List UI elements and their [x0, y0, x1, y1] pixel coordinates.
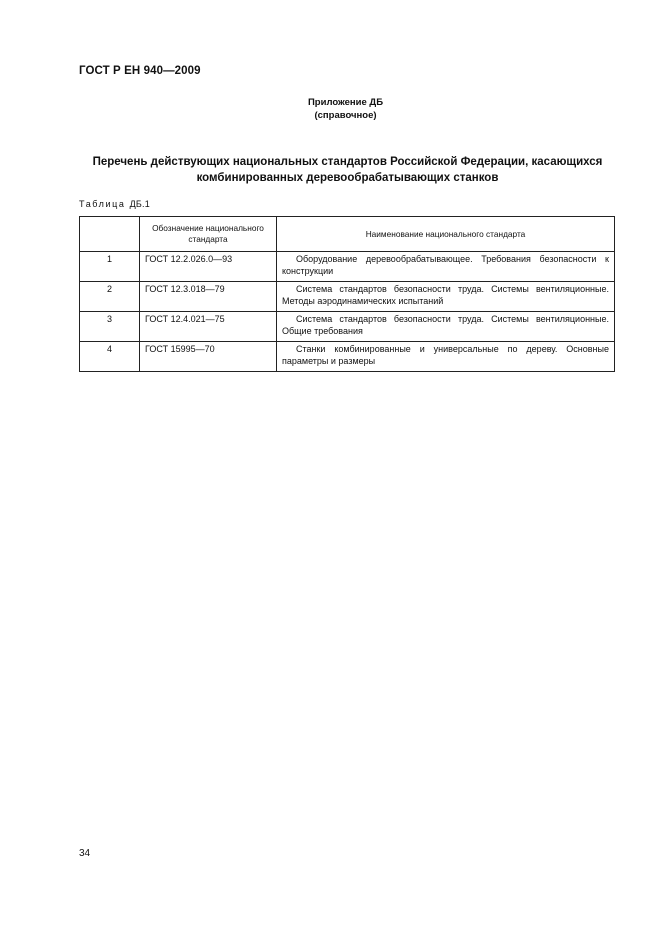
table-caption: [79, 199, 150, 209]
row-number: 2: [80, 282, 140, 312]
standards-table: [79, 216, 615, 372]
section-title: [79, 155, 616, 186]
standard-name: Система стандартов безопасности труда. Системы вентиляционные. Методы аэродинамических испытаний: [277, 282, 615, 312]
column-header-num: [80, 217, 140, 252]
standard-code: ГОСТ 12.3.018—79: [140, 282, 277, 312]
table-caption-number: ДБ.1: [129, 199, 150, 209]
section-title-line-2: комбинированных деревообрабатывающих станков: [196, 171, 499, 184]
table-header-row: [80, 217, 615, 252]
standard-code: ГОСТ 12.4.021—75: [140, 312, 277, 342]
appendix-title: Приложение ДБ: [307, 97, 384, 108]
row-number: 1: [80, 252, 140, 282]
document-code: ГОСТ Р ЕН 940—2009: [79, 65, 201, 77]
table-caption-prefix: Таблица: [79, 199, 126, 209]
appendix-subtitle: (справочное): [314, 110, 377, 121]
table-row: [80, 252, 615, 282]
section-title-line-1: Перечень действующих национальных стандартов Российской Федерации, касающихся: [92, 156, 603, 168]
column-header-name: Наименование национального стандарта: [277, 217, 615, 252]
appendix-heading: [0, 96, 661, 122]
page-number: 34: [79, 848, 91, 859]
standard-name: Станки комбинированные и универсальные по дереву. Основные параметры и размеры: [277, 342, 615, 372]
table-row: [80, 342, 615, 372]
table-row: [80, 282, 615, 312]
row-number: 3: [80, 312, 140, 342]
standard-name: Оборудование деревообрабатывающее. Требования безопасности к конструкции: [277, 252, 615, 282]
table-row: [80, 312, 615, 342]
row-number: 4: [80, 342, 140, 372]
column-header-code: Обозначение национального стандарта: [140, 217, 277, 252]
standard-code: ГОСТ 15995—70: [140, 342, 277, 372]
standard-name: Система стандартов безопасности труда. Системы вентиляционные. Общие требования: [277, 312, 615, 342]
standard-code: ГОСТ 12.2.026.0—93: [140, 252, 277, 282]
